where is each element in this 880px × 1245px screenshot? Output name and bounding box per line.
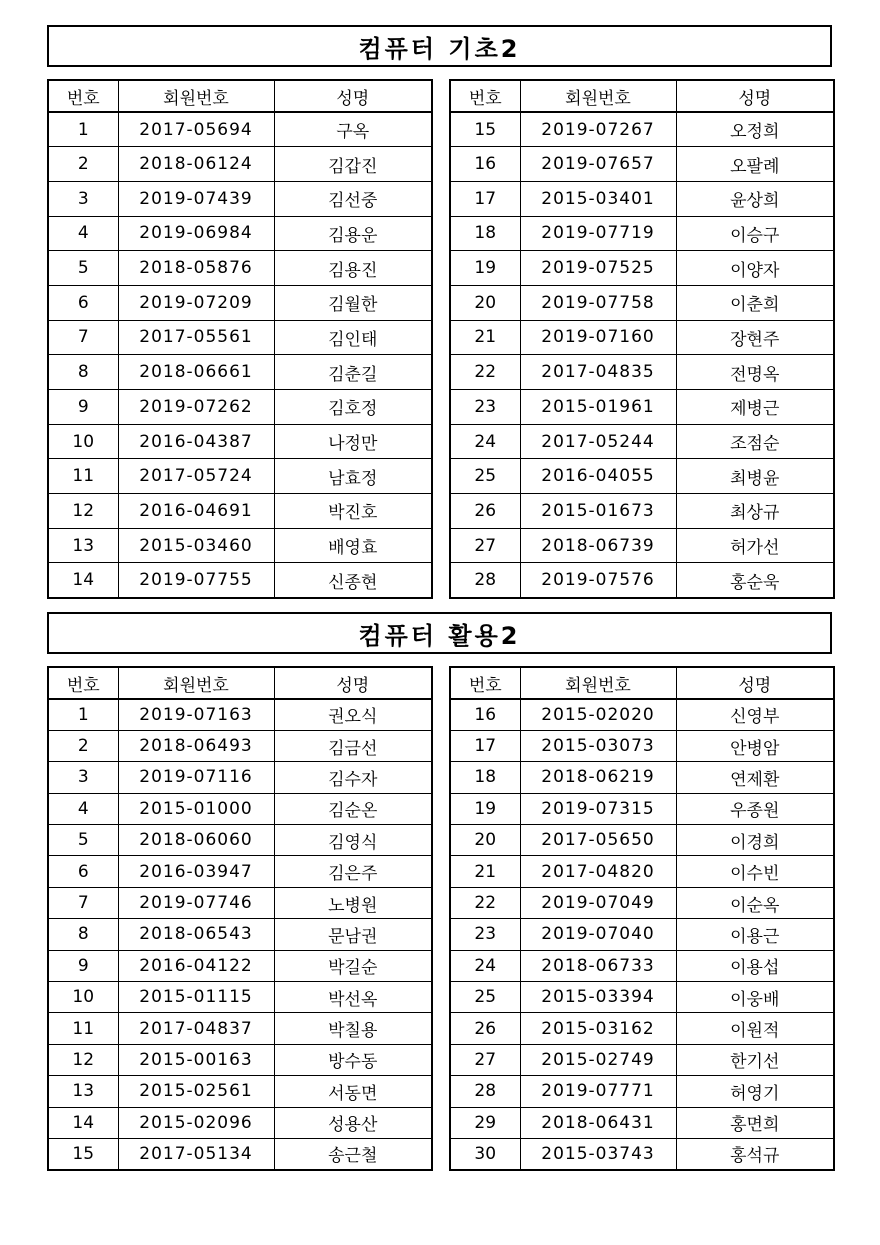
table-row: [450, 147, 834, 182]
row-number: 22: [450, 887, 520, 918]
header-name: 성명: [274, 80, 432, 112]
member-id: 2019-07525: [520, 251, 676, 286]
member-id: 2015-03073: [520, 730, 676, 761]
member-id: 2017-05561: [118, 320, 274, 355]
member-id: 2019-07576: [520, 563, 676, 598]
row-number: 2: [48, 730, 118, 761]
member-name: 권오식: [274, 699, 432, 730]
member-id: 2019-07209: [118, 285, 274, 320]
table-row: [450, 424, 834, 459]
row-number: 6: [48, 285, 118, 320]
header-member-id: 회원번호: [520, 80, 676, 112]
member-name: 허가선: [676, 528, 834, 563]
member-id: 2019-07719: [520, 216, 676, 251]
member-name: 허영기: [676, 1076, 834, 1107]
table-row: [48, 216, 432, 251]
member-name: 박길순: [274, 950, 432, 981]
table-row: [48, 887, 432, 918]
member-id: 2019-07160: [520, 320, 676, 355]
member-name: 이경희: [676, 825, 834, 856]
member-id: 2019-07267: [520, 112, 676, 147]
member-name: 이원적: [676, 1013, 834, 1044]
member-name: 방수동: [274, 1044, 432, 1075]
table-row: [450, 390, 834, 425]
member-name: 홍순욱: [676, 563, 834, 598]
table-row: [48, 528, 432, 563]
section-title-basic: 컴퓨터 기초2: [47, 25, 832, 67]
table-row: [48, 1013, 432, 1044]
row-number: 29: [450, 1107, 520, 1138]
member-id: 2017-05694: [118, 112, 274, 147]
table-row: [48, 950, 432, 981]
row-number: 5: [48, 251, 118, 286]
member-name: 박선옥: [274, 982, 432, 1013]
header-member-id: 회원번호: [520, 667, 676, 699]
member-id: 2018-06733: [520, 950, 676, 981]
row-number: 10: [48, 982, 118, 1013]
row-number: 25: [450, 459, 520, 494]
member-name: 김인태: [274, 320, 432, 355]
member-name: 이승구: [676, 216, 834, 251]
table-row: [450, 216, 834, 251]
member-name: 김용운: [274, 216, 432, 251]
member-id: 2018-06661: [118, 355, 274, 390]
member-id: 2017-05244: [520, 424, 676, 459]
member-id: 2018-06543: [118, 919, 274, 950]
member-name: 배영효: [274, 528, 432, 563]
member-name: 신종현: [274, 563, 432, 598]
section-title-applied: 컴퓨터 활용2: [47, 612, 832, 654]
member-id: 2017-04835: [520, 355, 676, 390]
member-id: 2017-04820: [520, 856, 676, 887]
member-name: 송근철: [274, 1138, 432, 1169]
member-id: 2019-07755: [118, 563, 274, 598]
row-number: 11: [48, 1013, 118, 1044]
table-row: [48, 825, 432, 856]
row-number: 24: [450, 424, 520, 459]
member-id: 2016-04387: [118, 424, 274, 459]
row-number: 8: [48, 919, 118, 950]
table-row: [48, 563, 432, 598]
member-name: 김선중: [274, 181, 432, 216]
member-name: 박칠용: [274, 1013, 432, 1044]
member-id: 2019-07657: [520, 147, 676, 182]
table-row: [450, 181, 834, 216]
row-number: 8: [48, 355, 118, 390]
table-row: [450, 982, 834, 1013]
member-id: 2019-07758: [520, 285, 676, 320]
member-id: 2015-03394: [520, 982, 676, 1013]
row-number: 4: [48, 793, 118, 824]
member-name: 문남권: [274, 919, 432, 950]
member-id: 2015-02749: [520, 1044, 676, 1075]
table-row: [48, 856, 432, 887]
table-row: [48, 320, 432, 355]
member-name: 김호정: [274, 390, 432, 425]
member-name: 나정만: [274, 424, 432, 459]
header-member-id: 회원번호: [118, 667, 274, 699]
roster-table-applied-right: [449, 666, 835, 1171]
row-number: 23: [450, 390, 520, 425]
row-number: 24: [450, 950, 520, 981]
member-id: 2018-06431: [520, 1107, 676, 1138]
member-name: 김영식: [274, 825, 432, 856]
table-row: [450, 699, 834, 730]
table-row: [450, 320, 834, 355]
table-row: [48, 1076, 432, 1107]
table-row: [450, 887, 834, 918]
member-id: 2016-03947: [118, 856, 274, 887]
row-number: 11: [48, 459, 118, 494]
row-number: 14: [48, 1107, 118, 1138]
table-row: [48, 112, 432, 147]
header-number: 번호: [48, 667, 118, 699]
row-number: 12: [48, 494, 118, 529]
member-id: 2015-01673: [520, 494, 676, 529]
member-id: 2018-06219: [520, 762, 676, 793]
table-row: [450, 762, 834, 793]
member-name: 장현주: [676, 320, 834, 355]
member-id: 2018-06124: [118, 147, 274, 182]
member-name: 김월한: [274, 285, 432, 320]
row-number: 15: [48, 1138, 118, 1169]
table-row: [48, 147, 432, 182]
row-number: 2: [48, 147, 118, 182]
table-row: [48, 762, 432, 793]
table-row: [450, 355, 834, 390]
row-number: 3: [48, 181, 118, 216]
member-id: 2019-07116: [118, 762, 274, 793]
member-name: 노병원: [274, 887, 432, 918]
table-row: [48, 919, 432, 950]
table-row: [450, 528, 834, 563]
header-number: 번호: [450, 667, 520, 699]
member-name: 이용섭: [676, 950, 834, 981]
member-name: 오정희: [676, 112, 834, 147]
member-id: 2018-06739: [520, 528, 676, 563]
member-name: 구옥: [274, 112, 432, 147]
member-name: 연제환: [676, 762, 834, 793]
table-row: [450, 856, 834, 887]
row-number: 21: [450, 320, 520, 355]
member-id: 2019-07262: [118, 390, 274, 425]
member-name: 홍면희: [676, 1107, 834, 1138]
member-name: 최상규: [676, 494, 834, 529]
member-id: 2015-03401: [520, 181, 676, 216]
member-id: 2019-07040: [520, 919, 676, 950]
member-id: 2017-05134: [118, 1138, 274, 1169]
table-row: [450, 1013, 834, 1044]
table-row: [450, 825, 834, 856]
member-name: 이용근: [676, 919, 834, 950]
member-id: 2018-06060: [118, 825, 274, 856]
member-name: 이순옥: [676, 887, 834, 918]
roster-table-applied-left: [47, 666, 433, 1171]
member-id: 2015-03460: [118, 528, 274, 563]
row-number: 18: [450, 216, 520, 251]
header-member-id: 회원번호: [118, 80, 274, 112]
table-row: [450, 459, 834, 494]
table-row: [450, 1076, 834, 1107]
row-number: 26: [450, 494, 520, 529]
table-row: [48, 1138, 432, 1169]
row-number: 14: [48, 563, 118, 598]
member-name: 홍석규: [676, 1138, 834, 1169]
row-number: 18: [450, 762, 520, 793]
member-id: 2019-07315: [520, 793, 676, 824]
member-name: 윤상희: [676, 181, 834, 216]
member-id: 2019-06984: [118, 216, 274, 251]
member-name: 이웅배: [676, 982, 834, 1013]
row-number: 15: [450, 112, 520, 147]
roster-table-basic-right: [449, 79, 835, 599]
table-row: [450, 563, 834, 598]
member-id: 2015-02561: [118, 1076, 274, 1107]
row-number: 17: [450, 730, 520, 761]
member-id: 2016-04122: [118, 950, 274, 981]
row-number: 30: [450, 1138, 520, 1169]
table-row: [450, 919, 834, 950]
member-name: 이수빈: [676, 856, 834, 887]
row-number: 10: [48, 424, 118, 459]
row-number: 12: [48, 1044, 118, 1075]
table-row: [450, 1138, 834, 1169]
row-number: 4: [48, 216, 118, 251]
member-id: 2019-07163: [118, 699, 274, 730]
table-row: [48, 793, 432, 824]
table-row: [48, 1044, 432, 1075]
member-name: 이춘희: [676, 285, 834, 320]
member-id: 2019-07439: [118, 181, 274, 216]
member-name: 제병근: [676, 390, 834, 425]
row-number: 26: [450, 1013, 520, 1044]
row-number: 9: [48, 390, 118, 425]
table-row: [450, 251, 834, 286]
member-name: 최병윤: [676, 459, 834, 494]
member-name: 전명옥: [676, 355, 834, 390]
member-id: 2016-04055: [520, 459, 676, 494]
table-row: [48, 459, 432, 494]
member-name: 남효정: [274, 459, 432, 494]
member-name: 우종원: [676, 793, 834, 824]
member-id: 2015-03743: [520, 1138, 676, 1169]
member-name: 안병암: [676, 730, 834, 761]
table-row: [450, 494, 834, 529]
table-row: [48, 424, 432, 459]
member-id: 2015-03162: [520, 1013, 676, 1044]
member-id: 2019-07746: [118, 887, 274, 918]
table-row: [48, 982, 432, 1013]
row-number: 28: [450, 1076, 520, 1107]
member-id: 2015-01000: [118, 793, 274, 824]
row-number: 5: [48, 825, 118, 856]
header-name: 성명: [676, 80, 834, 112]
member-id: 2015-00163: [118, 1044, 274, 1075]
table-row: [450, 1107, 834, 1138]
member-id: 2019-07049: [520, 887, 676, 918]
table-row: [48, 494, 432, 529]
roster-table-basic-left: [47, 79, 433, 599]
header-number: 번호: [450, 80, 520, 112]
row-number: 1: [48, 699, 118, 730]
header-number: 번호: [48, 80, 118, 112]
row-number: 19: [450, 251, 520, 286]
row-number: 13: [48, 528, 118, 563]
member-name: 서동면: [274, 1076, 432, 1107]
row-number: 7: [48, 320, 118, 355]
table-row: [450, 950, 834, 981]
member-name: 신영부: [676, 699, 834, 730]
table-row: [450, 1044, 834, 1075]
member-name: 김수자: [274, 762, 432, 793]
member-id: 2016-04691: [118, 494, 274, 529]
row-number: 23: [450, 919, 520, 950]
row-number: 19: [450, 793, 520, 824]
row-number: 27: [450, 528, 520, 563]
member-name: 조점순: [676, 424, 834, 459]
member-name: 김용진: [274, 251, 432, 286]
member-id: 2017-05650: [520, 825, 676, 856]
table-row: [48, 390, 432, 425]
row-number: 16: [450, 147, 520, 182]
table-row: [450, 730, 834, 761]
member-id: 2019-07771: [520, 1076, 676, 1107]
table-row: [48, 355, 432, 390]
table-row: [48, 181, 432, 216]
row-number: 9: [48, 950, 118, 981]
member-id: 2015-02020: [520, 699, 676, 730]
row-number: 1: [48, 112, 118, 147]
member-id: 2018-06493: [118, 730, 274, 761]
member-name: 김금선: [274, 730, 432, 761]
header-name: 성명: [676, 667, 834, 699]
table-row: [48, 1107, 432, 1138]
row-number: 22: [450, 355, 520, 390]
table-row: [450, 793, 834, 824]
row-number: 21: [450, 856, 520, 887]
table-row: [450, 112, 834, 147]
row-number: 13: [48, 1076, 118, 1107]
row-number: 7: [48, 887, 118, 918]
row-number: 27: [450, 1044, 520, 1075]
member-name: 박진호: [274, 494, 432, 529]
member-name: 김갑진: [274, 147, 432, 182]
member-name: 성용산: [274, 1107, 432, 1138]
member-name: 김춘길: [274, 355, 432, 390]
member-id: 2015-01115: [118, 982, 274, 1013]
row-number: 25: [450, 982, 520, 1013]
row-number: 16: [450, 699, 520, 730]
row-number: 28: [450, 563, 520, 598]
member-name: 이양자: [676, 251, 834, 286]
table-row: [48, 285, 432, 320]
member-id: 2018-05876: [118, 251, 274, 286]
member-id: 2017-05724: [118, 459, 274, 494]
header-name: 성명: [274, 667, 432, 699]
member-id: 2015-02096: [118, 1107, 274, 1138]
member-name: 김순온: [274, 793, 432, 824]
table-row: [48, 730, 432, 761]
member-name: 김은주: [274, 856, 432, 887]
member-name: 한기선: [676, 1044, 834, 1075]
member-id: 2017-04837: [118, 1013, 274, 1044]
table-row: [48, 699, 432, 730]
row-number: 3: [48, 762, 118, 793]
table-row: [450, 285, 834, 320]
member-id: 2015-01961: [520, 390, 676, 425]
member-name: 오팔례: [676, 147, 834, 182]
row-number: 20: [450, 285, 520, 320]
table-row: [48, 251, 432, 286]
row-number: 6: [48, 856, 118, 887]
row-number: 17: [450, 181, 520, 216]
row-number: 20: [450, 825, 520, 856]
